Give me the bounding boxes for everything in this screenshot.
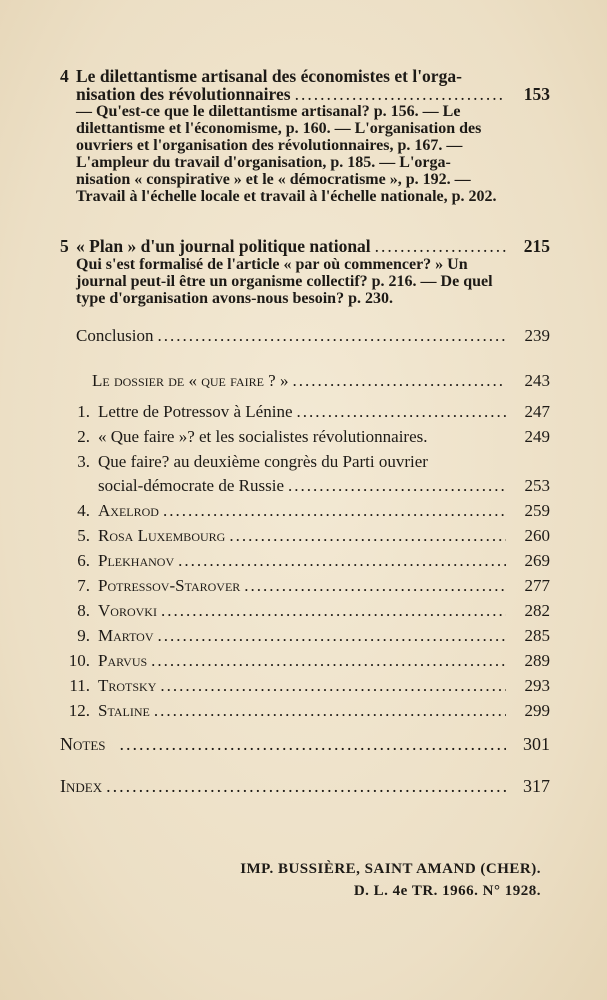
item-page: 282 [524, 601, 550, 620]
colophon-line2: D. L. 4e TR. 1966. N° 1928. [353, 883, 541, 899]
printer-colophon [240, 858, 541, 902]
item-number: 6. [77, 551, 90, 570]
leader-dots [157, 326, 506, 346]
item-page: 289 [524, 651, 550, 670]
dossier-heading [92, 371, 550, 396]
item-page: 247 [524, 402, 550, 421]
chapter-page: 153 [523, 83, 550, 104]
item-page: 277 [524, 576, 550, 595]
colophon-line1: IMP. BUSSIÈRE, SAINT AMAND (CHER). [240, 861, 541, 877]
chapter-number: 4 [60, 66, 69, 86]
leader-dots [106, 776, 506, 797]
item-page: 299 [524, 701, 550, 720]
item-number: 4. [77, 501, 90, 520]
list-item [60, 576, 550, 601]
dossier-page: 243 [524, 371, 550, 390]
item-number: 7. [77, 576, 90, 595]
leader-dots [163, 501, 506, 521]
item-label: Plekhanov [98, 551, 175, 570]
item-label: Trotsky [98, 676, 157, 695]
list-item [60, 701, 550, 726]
list-item [60, 601, 550, 626]
chapter-sections: — Qu'est-ce que le dilettantisme artisanal? p. 156. — Le dilettantisme et l'économisme, p. 160. — L'organisation des ouvriers et l'organisation des révolutionnaires, p. 167. — L'ampleur du travail d'organisation, p. 185. — L'orga-nisation « conspirative » et le « démocratisme », p. 192. — Travail à l'échelle locale et travail à l'échelle nationale, p. 202. [76, 103, 497, 205]
item-page: 269 [524, 551, 550, 570]
list-item [60, 651, 550, 676]
notes-entry [60, 734, 550, 759]
chapter-number: 5 [60, 236, 69, 256]
item-page: 293 [524, 676, 550, 695]
item-number: 10. [68, 651, 90, 670]
list-item [60, 427, 550, 452]
chapter-page: 215 [523, 236, 550, 256]
dossier-label: Le dossier de « que faire ? » [92, 371, 289, 390]
conclusion-label: Conclusion [76, 326, 154, 345]
chapter-sections: Qui s'est formalisé de l'article « par où commencer? » Un journal peut-il être un organisme collectif? p. 216. — De quel type d'organisation avons-nous besoin? p. 230. [76, 255, 493, 307]
item-number: 9. [77, 626, 90, 645]
chapter-5-entry [60, 238, 550, 307]
chapter-title-line1: Le dilettantisme artisanal des économistes et l'orga- [76, 66, 462, 86]
leader-dots [297, 402, 507, 422]
item-label: Vorovki [98, 601, 157, 620]
notes-page: 301 [523, 734, 550, 754]
item-label: Potressov-Starover [98, 576, 241, 595]
dossier-list [60, 402, 550, 726]
item-label: Axelrod [98, 501, 159, 520]
item-label: Staline [98, 701, 150, 720]
leader-dots [178, 551, 506, 571]
list-item [60, 501, 550, 526]
item-number: 2. [77, 427, 90, 446]
conclusion-entry [76, 326, 550, 351]
item-number: 8. [77, 601, 90, 620]
item-page: 253 [524, 476, 550, 495]
item-label-line2: social-démocrate de Russie [98, 476, 284, 495]
leader-dots [120, 734, 507, 755]
leader-dots [288, 476, 506, 496]
list-item [60, 526, 550, 551]
conclusion-page: 239 [524, 326, 550, 345]
list-item [60, 551, 550, 576]
list-item [60, 402, 550, 427]
list-item [60, 676, 550, 701]
chapter-4-entry [60, 68, 550, 205]
index-entry [60, 776, 550, 801]
item-page: 260 [524, 526, 550, 545]
leader-dots [375, 238, 506, 256]
item-label: Parvus [98, 651, 148, 670]
leader-dots [161, 601, 506, 621]
leader-dots [295, 86, 506, 104]
leader-dots [229, 526, 506, 546]
chapter-title-line2: nisation des révolutionnaires [76, 83, 291, 104]
item-label: Lettre de Potressov à Lénine [98, 402, 293, 421]
chapter-title: « Plan » d'un journal politique national [76, 236, 371, 256]
item-number: 5. [77, 526, 90, 545]
item-number: 12. [68, 701, 90, 720]
list-item [60, 452, 550, 476]
leader-dots [244, 576, 506, 596]
item-label: Martov [98, 626, 154, 645]
item-page: 249 [524, 427, 550, 446]
item-page: 285 [524, 626, 550, 645]
item-number: 1. [77, 402, 90, 421]
item-label: Que faire? au deuxième congrès du Parti ouvrier [98, 452, 428, 471]
list-item-continued [60, 476, 550, 501]
item-number: 3. [77, 452, 90, 471]
item-label: « Que faire »? et les socialistes révolutionnaires. [98, 427, 428, 446]
notes-label: Notes [60, 734, 106, 754]
index-label: Index [60, 776, 103, 796]
leader-dots [151, 651, 506, 671]
list-item [60, 626, 550, 651]
index-page: 317 [523, 776, 550, 796]
leader-dots [160, 676, 506, 696]
item-page: 259 [524, 501, 550, 520]
leader-dots [158, 626, 506, 646]
leader-dots [154, 701, 506, 721]
item-number: 11. [69, 676, 90, 695]
item-label: Rosa Luxembourg [98, 526, 226, 545]
leader-dots [292, 371, 506, 391]
